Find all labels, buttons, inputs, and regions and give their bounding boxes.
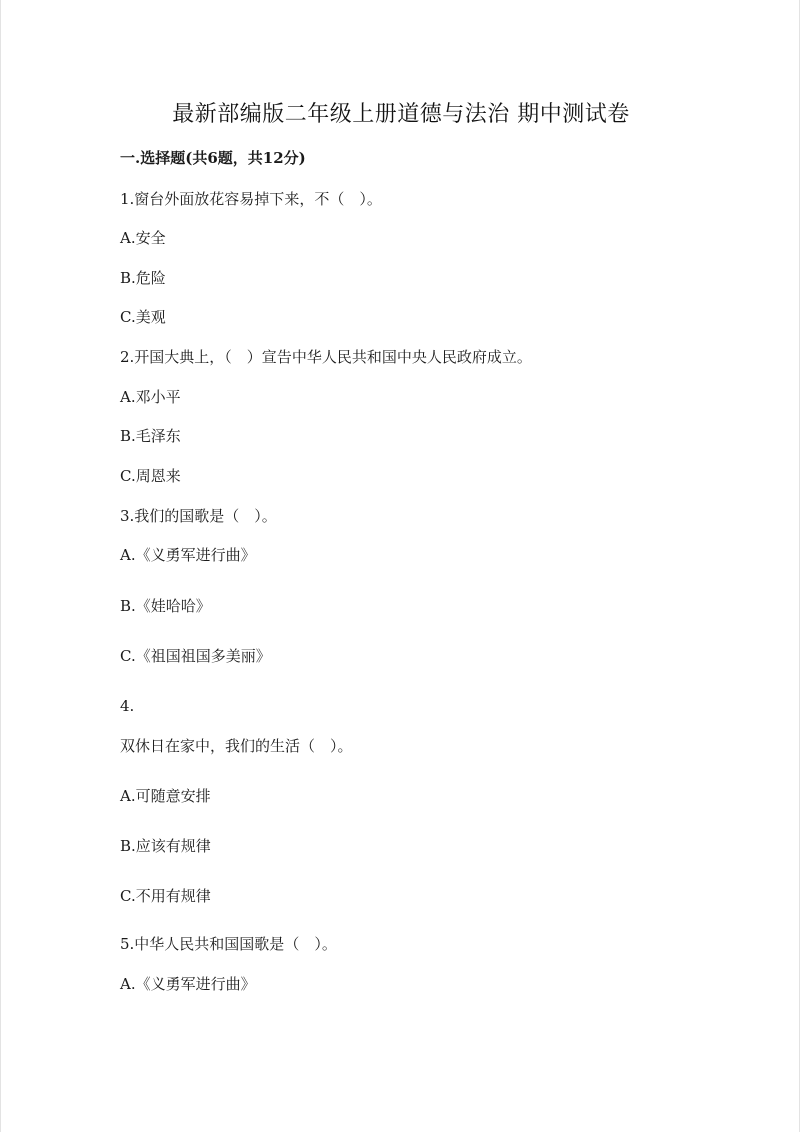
question-2-option-c: C.周恩来 xyxy=(120,467,181,485)
question-4-option-b: B.应该有规律 xyxy=(120,837,211,855)
question-2-option-a: A.邓小平 xyxy=(120,388,181,406)
question-4-option-c: C.不用有规律 xyxy=(120,887,211,905)
section-heading: 一.选择题(共6题，共12分) xyxy=(120,149,306,167)
question-1-stem: 1.窗台外面放花容易掉下来，不（ ）。 xyxy=(120,190,382,208)
question-4-stem: 双休日在家中，我们的生活（ ）。 xyxy=(120,737,353,755)
question-1-option-c: C.美观 xyxy=(120,308,166,326)
question-1-option-a: A.安全 xyxy=(120,229,166,247)
page-title: 最新部编版二年级上册道德与法治 期中测试卷 xyxy=(172,102,630,127)
question-3-option-c: C.《祖国祖国多美丽》 xyxy=(120,647,271,665)
question-2-stem: 2.开国大典上，（ ）宣告中华人民共和国中央人民政府成立。 xyxy=(120,348,532,366)
question-4-option-a: A.可随意安排 xyxy=(120,787,211,805)
question-2-option-b: B.毛泽东 xyxy=(120,427,181,445)
question-3-option-a: A.《义勇军进行曲》 xyxy=(120,546,256,564)
question-5-stem: 5.中华人民共和国国歌是（ ）。 xyxy=(120,935,337,953)
question-3-option-b: B.《娃哈哈》 xyxy=(120,597,211,615)
question-4-number: 4. xyxy=(120,697,135,715)
question-1-option-b: B.危险 xyxy=(120,269,166,287)
question-3-stem: 3.我们的国歌是（ ）。 xyxy=(120,507,277,525)
question-5-option-a: A.《义勇军进行曲》 xyxy=(120,975,256,993)
